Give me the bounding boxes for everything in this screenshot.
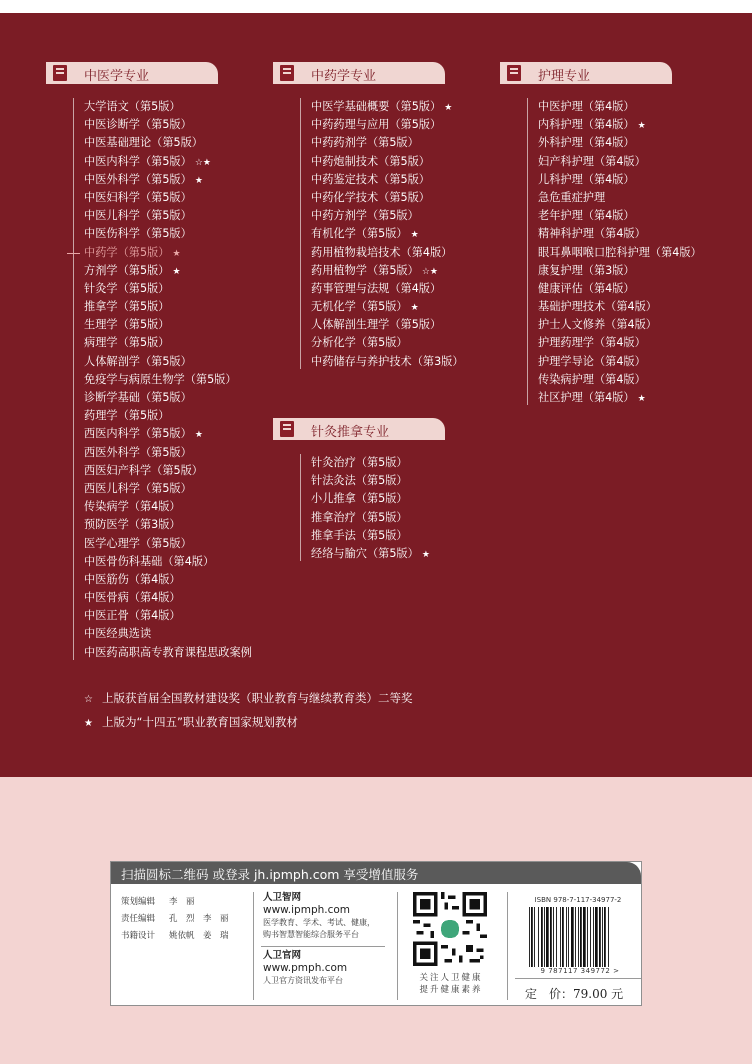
star-icon: ★ — [172, 248, 181, 259]
award-notes — [84, 686, 413, 734]
section-acupuncture — [273, 418, 445, 563]
book-title: 中医骨伤科基础（第4版） — [84, 554, 215, 568]
book-title: 中医经典选读 — [84, 627, 152, 641]
book-title: 医学心理学（第5版） — [84, 536, 192, 550]
book-title: 诊断学基础（第5版） — [84, 391, 192, 404]
credit-row: 责任编辑 孔 烈 李 丽 — [121, 914, 229, 924]
book-title: 中医内科学（第5版） ☆★ — [84, 154, 211, 168]
book-title: 药用植物学（第5版） ☆★ — [311, 263, 438, 277]
section-title: 针灸推拿专业 — [311, 425, 390, 440]
section-header — [273, 418, 445, 440]
book-title: 老年护理（第4版） — [538, 209, 635, 223]
top-strip — [0, 0, 752, 13]
star-icon: ★ — [410, 230, 419, 241]
star-icon: ★ — [637, 394, 646, 404]
book-title: 无机化学（第5版） ★ — [311, 300, 419, 314]
book-title: 中医学基础概要（第5版） ★ — [311, 100, 453, 113]
book-title: 药用植物栽培技术（第4版） — [311, 245, 453, 259]
book-title: 中药化学技术（第5版） — [311, 190, 430, 204]
book-title: 药事管理与法规（第4版） — [311, 281, 442, 295]
star-icon: ★ — [172, 266, 181, 277]
book-title: 分析化学（第5版） — [311, 336, 408, 350]
book-icon — [53, 65, 67, 81]
publisher-pmph: 人卫官网 www.pmph.com 人卫官方资讯发布平台 — [263, 950, 348, 985]
book-title: 针法灸法（第5版） — [311, 474, 408, 488]
book-title: 推拿治疗（第5版） — [311, 510, 408, 524]
section-header — [273, 62, 445, 84]
book-title: 方剂学（第5版） ★ — [84, 263, 181, 277]
book-title: 西医妇产科学（第5版） — [84, 463, 203, 477]
book-title: 免疫学与病原生物学（第5版） — [84, 372, 237, 386]
book-title: 有机化学（第5版） ★ — [311, 227, 419, 241]
book-list — [297, 454, 445, 563]
star-icon: ☆★ — [421, 266, 438, 277]
book-title: 大学语文（第5版） — [84, 100, 181, 113]
barcode-icon — [527, 907, 633, 967]
star-icon: ★ — [444, 103, 453, 113]
book-title: 中医药高职高专教育课程思政案例 — [84, 645, 252, 659]
credits — [121, 894, 229, 945]
star-icon: ★ — [410, 303, 419, 314]
section-tcm — [46, 62, 252, 662]
book-title: 内科护理（第4版） ★ — [538, 118, 646, 132]
book-title: 中医外科学（第5版） ★ — [84, 172, 203, 186]
section-pharmacy — [273, 62, 464, 371]
star-icon: ★ — [84, 718, 93, 729]
book-title: 中医伤科学（第5版） — [84, 227, 192, 241]
book-title: 护理药理学（第4版） — [538, 336, 646, 350]
divider — [261, 946, 385, 947]
book-title: 针灸治疗（第5版） — [311, 456, 408, 469]
section-title: 中医学专业 — [84, 69, 150, 84]
note-award: ☆ 上版获首届全国教材建设奖（职业教育与继续教育类）二等奖 — [84, 686, 413, 710]
book-title: 儿科护理（第4版） — [538, 172, 635, 186]
star-icon: ☆★ — [194, 157, 211, 168]
book-title: 中医儿科学（第5版） — [84, 209, 192, 223]
book-title: 社区护理（第4版） ★ — [538, 391, 646, 404]
book-title: 中医妇科学（第5版） — [84, 190, 192, 204]
star-icon: ★ — [421, 549, 430, 560]
hollow-star-icon: ☆ — [84, 694, 93, 705]
book-title: 基础护理技术（第4版） — [538, 300, 657, 314]
divider — [507, 892, 508, 1000]
section-header — [46, 62, 218, 84]
barcode-number: 9 787117 349772 > — [540, 967, 620, 975]
book-title: 传染病护理（第4版） — [538, 372, 646, 386]
credit-row: 策划编辑 李 丽 — [121, 897, 195, 907]
star-icon: ★ — [637, 121, 646, 132]
book-icon — [280, 65, 294, 81]
book-list — [297, 98, 464, 371]
credit-row: 书籍设计 姚依帆 姜 瑞 — [121, 931, 229, 941]
section-header — [500, 62, 672, 84]
book-title: 西医外科学（第5版） — [84, 445, 192, 459]
book-title: 人体解剖生理学（第5版） — [311, 318, 442, 332]
divider — [253, 892, 254, 1000]
section-title: 中药学专业 — [311, 69, 377, 84]
book-title: 中医诊断学（第5版） — [84, 118, 192, 132]
book-list — [524, 98, 702, 407]
price: 定 价：79.00 元 — [525, 987, 624, 1001]
book-title: 中医筋伤（第4版） — [84, 572, 181, 586]
book-title: 中药鉴定技术（第5版） — [311, 172, 430, 186]
section-title: 护理专业 — [538, 69, 591, 84]
book-title: 中药炮制技术（第5版） — [311, 154, 430, 168]
book-title: 经络与腧穴（第5版） ★ — [311, 546, 430, 560]
book-title: 外科护理（第4版） — [538, 136, 635, 150]
book-title: 健康评估（第4版） — [538, 281, 635, 295]
book-title: 眼耳鼻咽喉口腔科护理（第4版） — [538, 245, 702, 259]
qr-code-icon[interactable] — [413, 892, 487, 966]
book-title: 西医儿科学（第5版） — [84, 481, 192, 495]
book-title: 传染病学（第4版） — [84, 500, 181, 514]
book-title: 小儿推拿（第5版） — [311, 492, 408, 506]
qr-caption: 关注人卫健康 提升健康素养 — [419, 973, 483, 995]
book-title: 康复护理（第3版） — [538, 263, 635, 277]
book-title: 中药药理与应用（第5版） — [311, 118, 442, 132]
book-title: 中医基础理论（第5版） — [84, 136, 203, 150]
book-title: 中医骨病（第4版） — [84, 591, 181, 605]
service-banner-text: 扫描圆标二维码 或登录 jh.ipmph.com 享受增值服务 — [121, 867, 419, 882]
publisher-url[interactable]: www.pmph.com — [263, 962, 348, 974]
book-title: 针灸学（第5版） — [84, 281, 170, 295]
book-list — [70, 98, 252, 662]
book-title: 中药储存与养护技术（第3版） — [311, 354, 464, 368]
book-icon — [280, 421, 294, 437]
book-title: 西医内科学（第5版） ★ — [84, 427, 203, 441]
book-title: 生理学（第5版） — [84, 318, 170, 332]
book-title: 人体解剖学（第5版） — [84, 354, 192, 368]
book-title: 中医正骨（第4版） — [84, 609, 181, 623]
book-title: 病理学（第5版） — [84, 336, 170, 350]
divider — [515, 978, 641, 979]
divider — [397, 892, 398, 1000]
book-title: 中医护理（第4版） — [538, 100, 635, 113]
note-national-plan: ★ 上版为“十四五”职业教育国家规划教材 — [84, 710, 413, 734]
book-title: 中药药剂学（第5版） — [311, 136, 419, 150]
book-title: 中药方剂学（第5版） — [311, 209, 419, 223]
book-title: 妇产科护理（第4版） — [538, 154, 646, 168]
publisher-url[interactable]: www.ipmph.com — [263, 904, 351, 916]
publisher-info-panel — [110, 861, 642, 1006]
book-title: 护士人文修养（第4版） — [538, 318, 657, 332]
service-banner — [111, 862, 641, 884]
book-title: 护理学导论（第4版） — [538, 354, 646, 368]
book-title: 推拿手法（第5版） — [311, 528, 408, 542]
book-title: 推拿学（第5版） — [84, 300, 170, 314]
book-title: 中药学（第5版） ★ — [84, 244, 252, 262]
section-nursing — [500, 62, 702, 407]
isbn: ISBN 978-7-117-34977-2 — [534, 896, 622, 904]
star-icon: ★ — [194, 175, 203, 186]
book-title: 预防医学（第3版） — [84, 518, 181, 532]
book-title: 药理学（第5版） — [84, 409, 170, 423]
book-title: 急危重症护理 — [538, 190, 606, 204]
publisher-ipmph: 人卫智网 www.ipmph.com 医学教育、学术、考试、健康， 购书智慧智能综合服务平台 — [263, 892, 375, 939]
book-title: 精神科护理（第4版） — [538, 227, 646, 241]
star-icon: ★ — [194, 430, 203, 441]
book-icon — [507, 65, 521, 81]
